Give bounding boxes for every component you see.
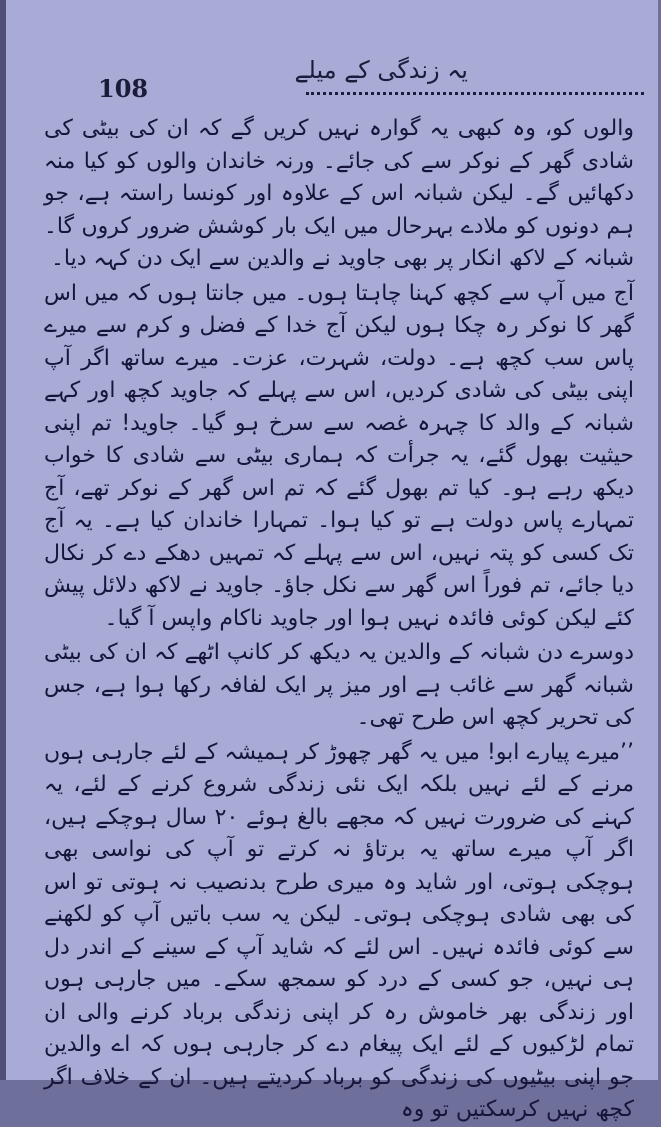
book-page (6, 0, 658, 1122)
running-title: یہ زندگی کے میلے (294, 56, 468, 84)
page-number: 108 (98, 74, 149, 103)
paragraph: آج میں آپ سے کچھ کہنا چاہتا ہوں۔ میں جانتا ہوں کہ میں اس گھر کا نوکر رہ چکا ہوں لیکن آج خدا کے فضل و کرم سے میرے پاس سب کچھ ہے۔ دولت، شہرت، عزت۔ میرے ساتھ اگر آپ اپنی بیٹی کی شادی کردیں، اس سے پہلے کہ جاوید کچھ اور کہے شبانہ کے والد کا چہرہ غصہ سے سرخ ہو گیا۔ جاوید! تم اپنی حیثیت بھول گئے، یہ جرأت کہ ہماری بیٹی سے شادی کا خواب دیکھ رہے ہو۔ کیا تم بھول گئے کہ تم اس گھر کے نوکر تھے، آج تمہارے پاس دولت ہے تو کیا ہوا۔ تمہارا خاندان کیا ہے۔ یہ آج تک کسی کو پتہ نہیں، اس سے پہلے کہ تمہیں دھکے دے کر نکال دیا جائے، تم فوراً اس گھر سے نکل جاؤ۔ جاوید نے لاکھ دلائل پیش کئے لیکن کوئی فائدہ نہیں ہوا اور جاوید ناکام واپس آ گیا۔ (44, 280, 634, 631)
page-header (6, 52, 658, 103)
body-text (44, 113, 634, 1127)
paragraph: والوں کو، وہ کبھی یہ گوارہ نہیں کریں گے کہ ان کی بیٹی کی شادی گھر کے نوکر سے کی جائے۔ ورنہ خاندان والوں کو کیا منہ دکھائیں گے۔ لیکن شبانہ اس کے علاوہ اور کونسا راستہ ہے، جو ہم دونوں کو ملادے بہرحال میں ایک بار کوشش ضرور کروں گا۔ شبانہ کے لاکھ انکار پر بھی جاوید نے والدین سے ایک دن کہہ دیا۔ (44, 116, 634, 271)
paragraph: ’’میرے پیارے ابو! میں یہ گھر چھوڑ کر ہمیشہ کے لئے جارہی ہوں مرنے کے لئے نہیں بلکہ ایک نئی زندگی شروع کرنے کے لئے، یہ کہنے کی ضرورت نہیں کہ مجھے بالغ ہوئے ۲۰ سال ہوچکے ہیں، اگر آپ میرے ساتھ یہ برتاؤ نہ کرتے تو آپ کی نواسی بھی ہوچکی ہوتی، اور شاید وہ میری طرح بدنصیب نہ ہوتی تو اس کی بھی شادی ہوچکی ہوتی۔ لیکن یہ سب باتیں آپ کو لکھنے سے کوئی فائدہ نہیں۔ اس لئے کہ شاید آپ کے سینے کے اندر دل ہی نہیں، جو کسی کے درد کو سمجھ سکے۔ میں جارہی ہوں اور زندگی بھر خاموش رہ کر اپنی زندگی برباد کرنے والی ان تمام لڑکیوں کے لئے ایک پیغام دے کر جارہی ہوں کہ اے والدین جو اپنی بیٹیوں کی زندگی کو برباد کردیتے ہیں۔ ان کے خلاف اگر کچھ نہیں کرسکتیں تو وہ (44, 739, 635, 1122)
paragraph: دوسرے دن شبانہ کے والدین یہ دیکھ کر کانپ اٹھے کہ ان کی بیٹی شبانہ گھر سے غائب ہے اور میز پر ایک لفافہ رکھا ہوا ہے، جس کی تحریر کچھ اس طرح تھی۔ (44, 640, 634, 730)
header-dotted-rule (306, 92, 644, 95)
